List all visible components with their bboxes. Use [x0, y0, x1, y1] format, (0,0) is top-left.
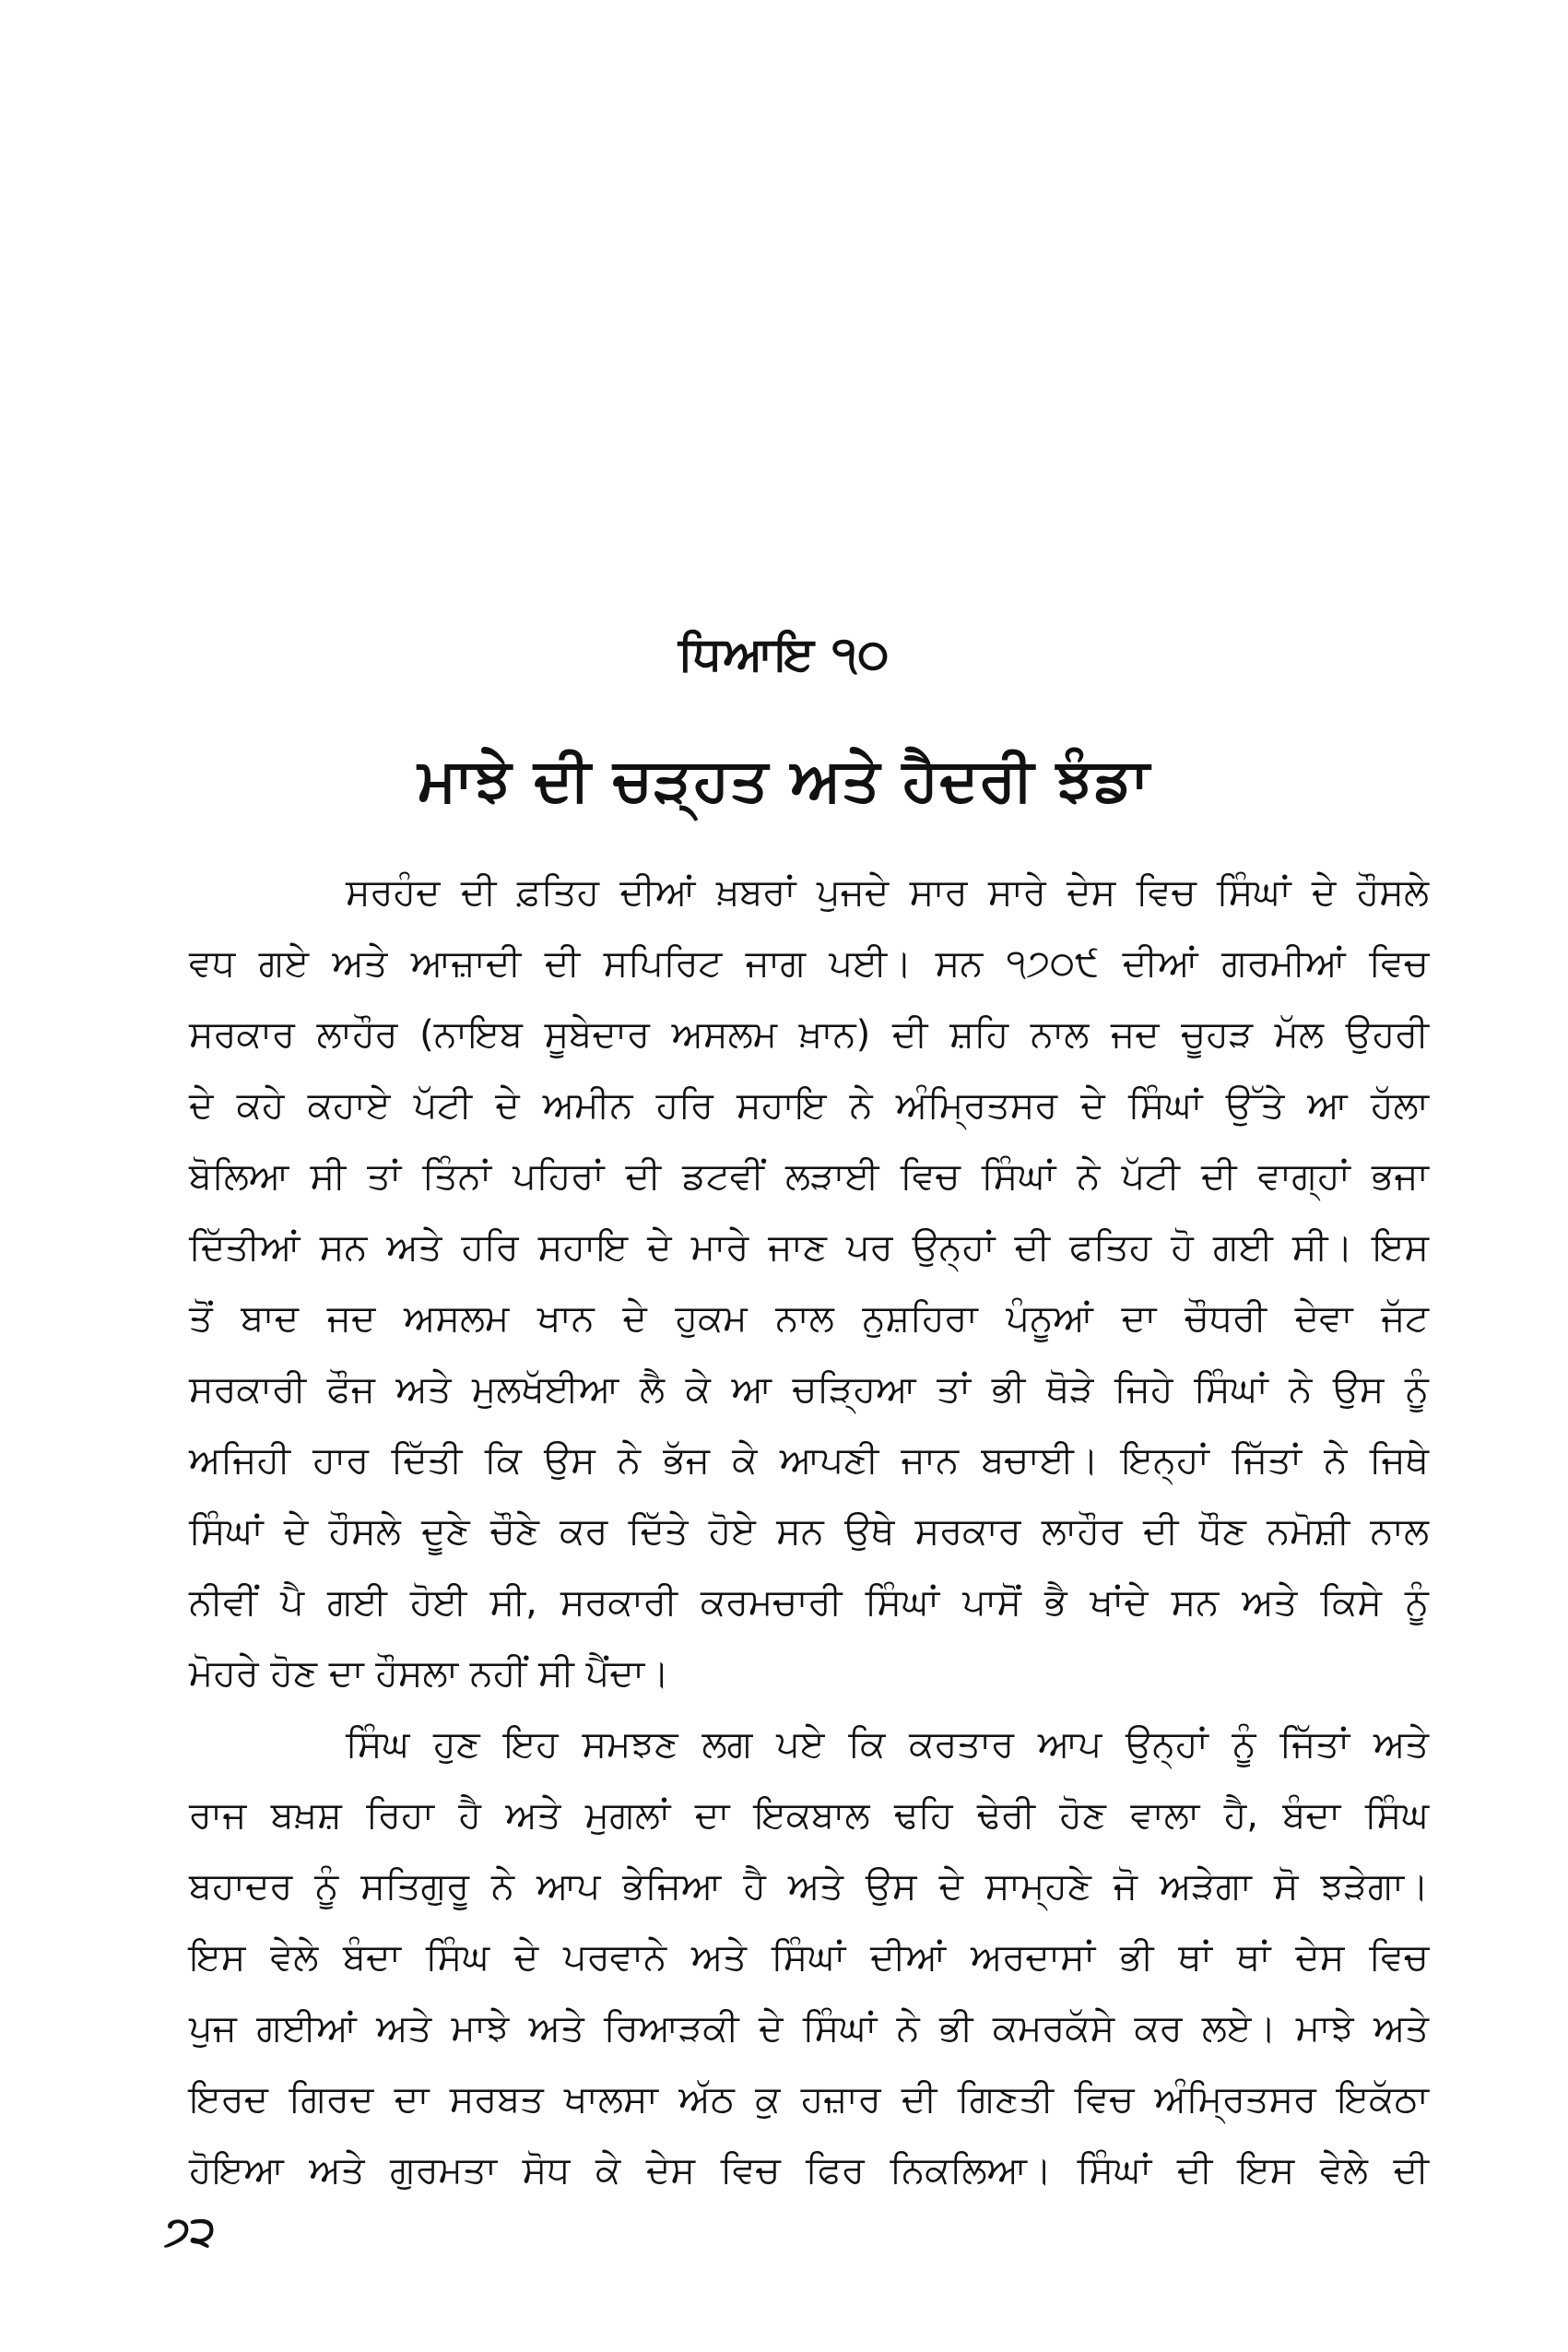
text-line: ਮੋਹਰੇ ਹੋਣ ਦਾ ਹੌਸਲਾ ਨਹੀਂ ਸੀ ਪੈਂਦਾ। [189, 1652, 670, 1695]
text-line: ਦੇ ਕਹੇ ਕਹਾਏ ਪੱਟੀ ਦੇ ਅਮੀਨ ਹਰਿ ਸਹਾਇ ਨੇ ਅੰਮ੍ਰਿਤਸਰ ਦੇ ਸਿੰਘਾਂ ਉੱਤੇ ਆ ਹੱਲਾ [189, 1084, 1429, 1127]
text-line: ਬਹਾਦਰ ਨੂੰ ਸਤਿਗੁਰੂ ਨੇ ਆਪ ਭੇਜਿਆ ਹੈ ਅਤੇ ਉਸ ਦੇ ਸਾਮ੍ਹਣੇ ਜੋ ਅੜੇਗਾ ਸੋ ਝੜੇਗਾ। [189, 1865, 1429, 1908]
body-text [189, 857, 1429, 2206]
chapter-label: ਧਿਆਇ ੧੦ [678, 627, 890, 680]
text-line: ਹੋਇਆ ਅਤੇ ਗੁਰਮਤਾ ਸੋਧ ਕੇ ਦੇਸ ਵਿਚ ਫਿਰ ਨਿਕਲਿਆ। ਸਿੰਘਾਂ ਦੀ ਇਸ ਵੇਲੇ ਦੀ [189, 2149, 1429, 2192]
text-line: ਵਧ ਗਏ ਅਤੇ ਆਜ਼ਾਦੀ ਦੀ ਸਪਿਰਿਟ ਜਾਗ ਪਈ। ਸਨ ੧੭੦੯ ਦੀਆਂ ਗਰਮੀਆਂ ਵਿਚ [189, 942, 1429, 985]
text-line: ਪੁਜ ਗਈਆਂ ਅਤੇ ਮਾਝੇ ਅਤੇ ਰਿਆੜਕੀ ਦੇ ਸਿੰਘਾਂ ਨੇ ਭੀ ਕਮਰਕੱਸੇ ਕਰ ਲਏ। ਮਾਝੇ ਅਤੇ [189, 2007, 1429, 2050]
text-line: ਸਿੰਘ ਹੁਣ ਇਹ ਸਮਝਣ ਲਗ ਪਏ ਕਿ ਕਰਤਾਰ ਆਪ ਉਨ੍ਹਾਂ ਨੂੰ ਜਿੱਤਾਂ ਅਤੇ [346, 1723, 1429, 1766]
chapter-title: ਮਾਝੇ ਦੀ ਚੜ੍ਹਤ ਅਤੇ ਹੈਦਰੀ ਝੰਡਾ [418, 747, 1150, 815]
text-line: ਦਿੱਤੀਆਂ ਸਨ ਅਤੇ ਹਰਿ ਸਹਾਇ ਦੇ ਮਾਰੇ ਜਾਣ ਪਰ ਉਨ੍ਹਾਂ ਦੀ ਫਤਿਹ ਹੋ ਗਈ ਸੀ। ਇਸ [189, 1226, 1429, 1269]
text-line: ਰਾਜ ਬਖ਼ਸ਼ ਰਿਹਾ ਹੈ ਅਤੇ ਮੁਗਲਾਂ ਦਾ ਇਕਬਾਲ ਢਹਿ ਢੇਰੀ ਹੋਣ ਵਾਲਾ ਹੈ, ਬੰਦਾ ਸਿੰਘ [189, 1794, 1429, 1837]
text-line: ਸਰਕਾਰੀ ਫੌਜ ਅਤੇ ਮੁਲਖੱਈਆ ਲੈ ਕੇ ਆ ਚੜ੍ਹਿਆ ਤਾਂ ਭੀ ਥੋੜੇ ਜਿਹੇ ਸਿੰਘਾਂ ਨੇ ਉਸ ਨੂੰ [189, 1368, 1429, 1411]
text-line: ਇਰਦ ਗਿਰਦ ਦਾ ਸਰਬਤ ਖਾਲਸਾ ਅੱਠ ਕੁ ਹਜ਼ਾਰ ਦੀ ਗਿਣਤੀ ਵਿਚ ਅੰਮ੍ਰਿਤਸਰ ਇਕੱਠਾ [189, 2078, 1429, 2121]
text-line: ਅਜਿਹੀ ਹਾਰ ਦਿੱਤੀ ਕਿ ਉਸ ਨੇ ਭੱਜ ਕੇ ਆਪਣੀ ਜਾਨ ਬਚਾਈ। ਇਨ੍ਹਾਂ ਜਿੱਤਾਂ ਨੇ ਜਿਥੇ [189, 1439, 1429, 1482]
text-line: ਬੋਲਿਆ ਸੀ ਤਾਂ ਤਿੰਨਾਂ ਪਹਿਰਾਂ ਦੀ ਡਟਵੀਂ ਲੜਾਈ ਵਿਚ ਸਿੰਘਾਂ ਨੇ ਪੱਟੀ ਦੀ ਵਾਗ੍ਹਾਂ ਭਜਾ [189, 1155, 1429, 1198]
text-line: ਨੀਵੀਂ ਪੈ ਗਈ ਹੋਈ ਸੀ, ਸਰਕਾਰੀ ਕਰਮਚਾਰੀ ਸਿੰਘਾਂ ਪਾਸੋਂ ਭੈ ਖਾਂਦੇ ਸਨ ਅਤੇ ਕਿਸੇ ਨੂੰ [189, 1581, 1429, 1624]
text-line: ਤੋਂ ਬਾਦ ਜਦ ਅਸਲਮ ਖਾਨ ਦੇ ਹੁਕਮ ਨਾਲ ਨੁਸ਼ਹਿਰਾ ਪੰਨੂਆਂ ਦਾ ਚੌਧਰੀ ਦੇਵਾ ਜੱਟ [189, 1297, 1429, 1340]
text-line: ਸਿੰਘਾਂ ਦੇ ਹੌਸਲੇ ਦੂਣੇ ਚੌਣੇ ਕਰ ਦਿੱਤੇ ਹੋਏ ਸਨ ਉਥੇ ਸਰਕਾਰ ਲਾਹੌਰ ਦੀ ਧੌਣ ਨਮੋਸ਼ੀ ਨਾਲ [189, 1510, 1429, 1553]
page-number: ੭੨ [164, 2208, 216, 2255]
text-line: ਇਸ ਵੇਲੇ ਬੰਦਾ ਸਿੰਘ ਦੇ ਪਰਵਾਨੇ ਅਤੇ ਸਿੰਘਾਂ ਦੀਆਂ ਅਰਦਾਸਾਂ ਭੀ ਥਾਂ ਥਾਂ ਦੇਸ ਵਿਚ [189, 1936, 1429, 1979]
paragraph-1 [189, 857, 1429, 1709]
text-line: ਸਰਕਾਰ ਲਾਹੌਰ (ਨਾਇਬ ਸੂਬੇਦਾਰ ਅਸਲਮ ਖ਼ਾਨ) ਦੀ ਸ਼ਹਿ ਨਾਲ ਜਦ ਚੂਹੜ ਮੱਲ ਉਹਰੀ [189, 1013, 1429, 1056]
text-line: ਸਰਹੰਦ ਦੀ ਫ਼ਤਿਹ ਦੀਆਂ ਖ਼ਬਰਾਂ ਪੁਜਦੇ ਸਾਰ ਸਾਰੇ ਦੇਸ ਵਿਚ ਸਿੰਘਾਂ ਦੇ ਹੌਸਲੇ [346, 871, 1429, 914]
paragraph-2 [189, 1709, 1429, 2206]
